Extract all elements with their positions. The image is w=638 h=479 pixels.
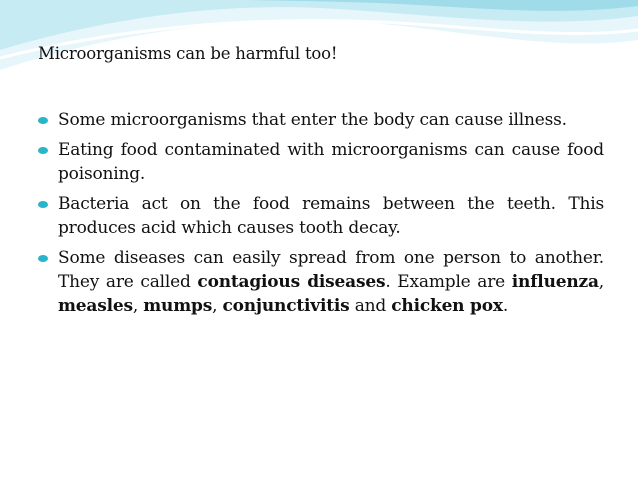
- example-mumps: mumps: [143, 296, 213, 316]
- separator: ,: [598, 272, 604, 292]
- separator: ,: [132, 296, 144, 316]
- bullet-icon: [38, 117, 48, 124]
- bullet-list: [38, 108, 604, 324]
- sentence-end: .: [502, 296, 509, 316]
- example-influenza: influenza: [511, 272, 599, 292]
- separator: ,: [212, 296, 223, 316]
- header-wave-decoration: [0, 0, 638, 80]
- bullet-text: Bacteria act on the food remains between the teeth. This produces acid which causes tooth decay.: [58, 194, 604, 238]
- list-item: [38, 138, 604, 186]
- bullet-text-part: Some diseases can easily spread from one person to another. They are called: [58, 248, 604, 292]
- bullet-text: Eating food contaminated with microorganisms can cause food poisoning.: [58, 140, 604, 184]
- list-item: [38, 246, 604, 318]
- bullet-icon: [38, 147, 48, 154]
- bullet-icon: [38, 201, 48, 208]
- bullet-text-part: . Example are: [385, 272, 512, 292]
- example-conjunctivitis: conjunctivitis: [222, 296, 350, 316]
- term-contagious-diseases: contagious diseases: [197, 272, 386, 292]
- example-chicken-pox: chicken pox: [391, 296, 503, 316]
- slide-title: Microorganisms can be harmful too!: [38, 44, 338, 63]
- bullet-icon: [38, 255, 48, 262]
- list-item: [38, 192, 604, 240]
- list-item: [38, 108, 604, 132]
- example-measles: measles: [58, 296, 133, 316]
- bullet-text: Some microorganisms that enter the body can cause illness.: [58, 110, 567, 130]
- separator: and: [349, 296, 392, 316]
